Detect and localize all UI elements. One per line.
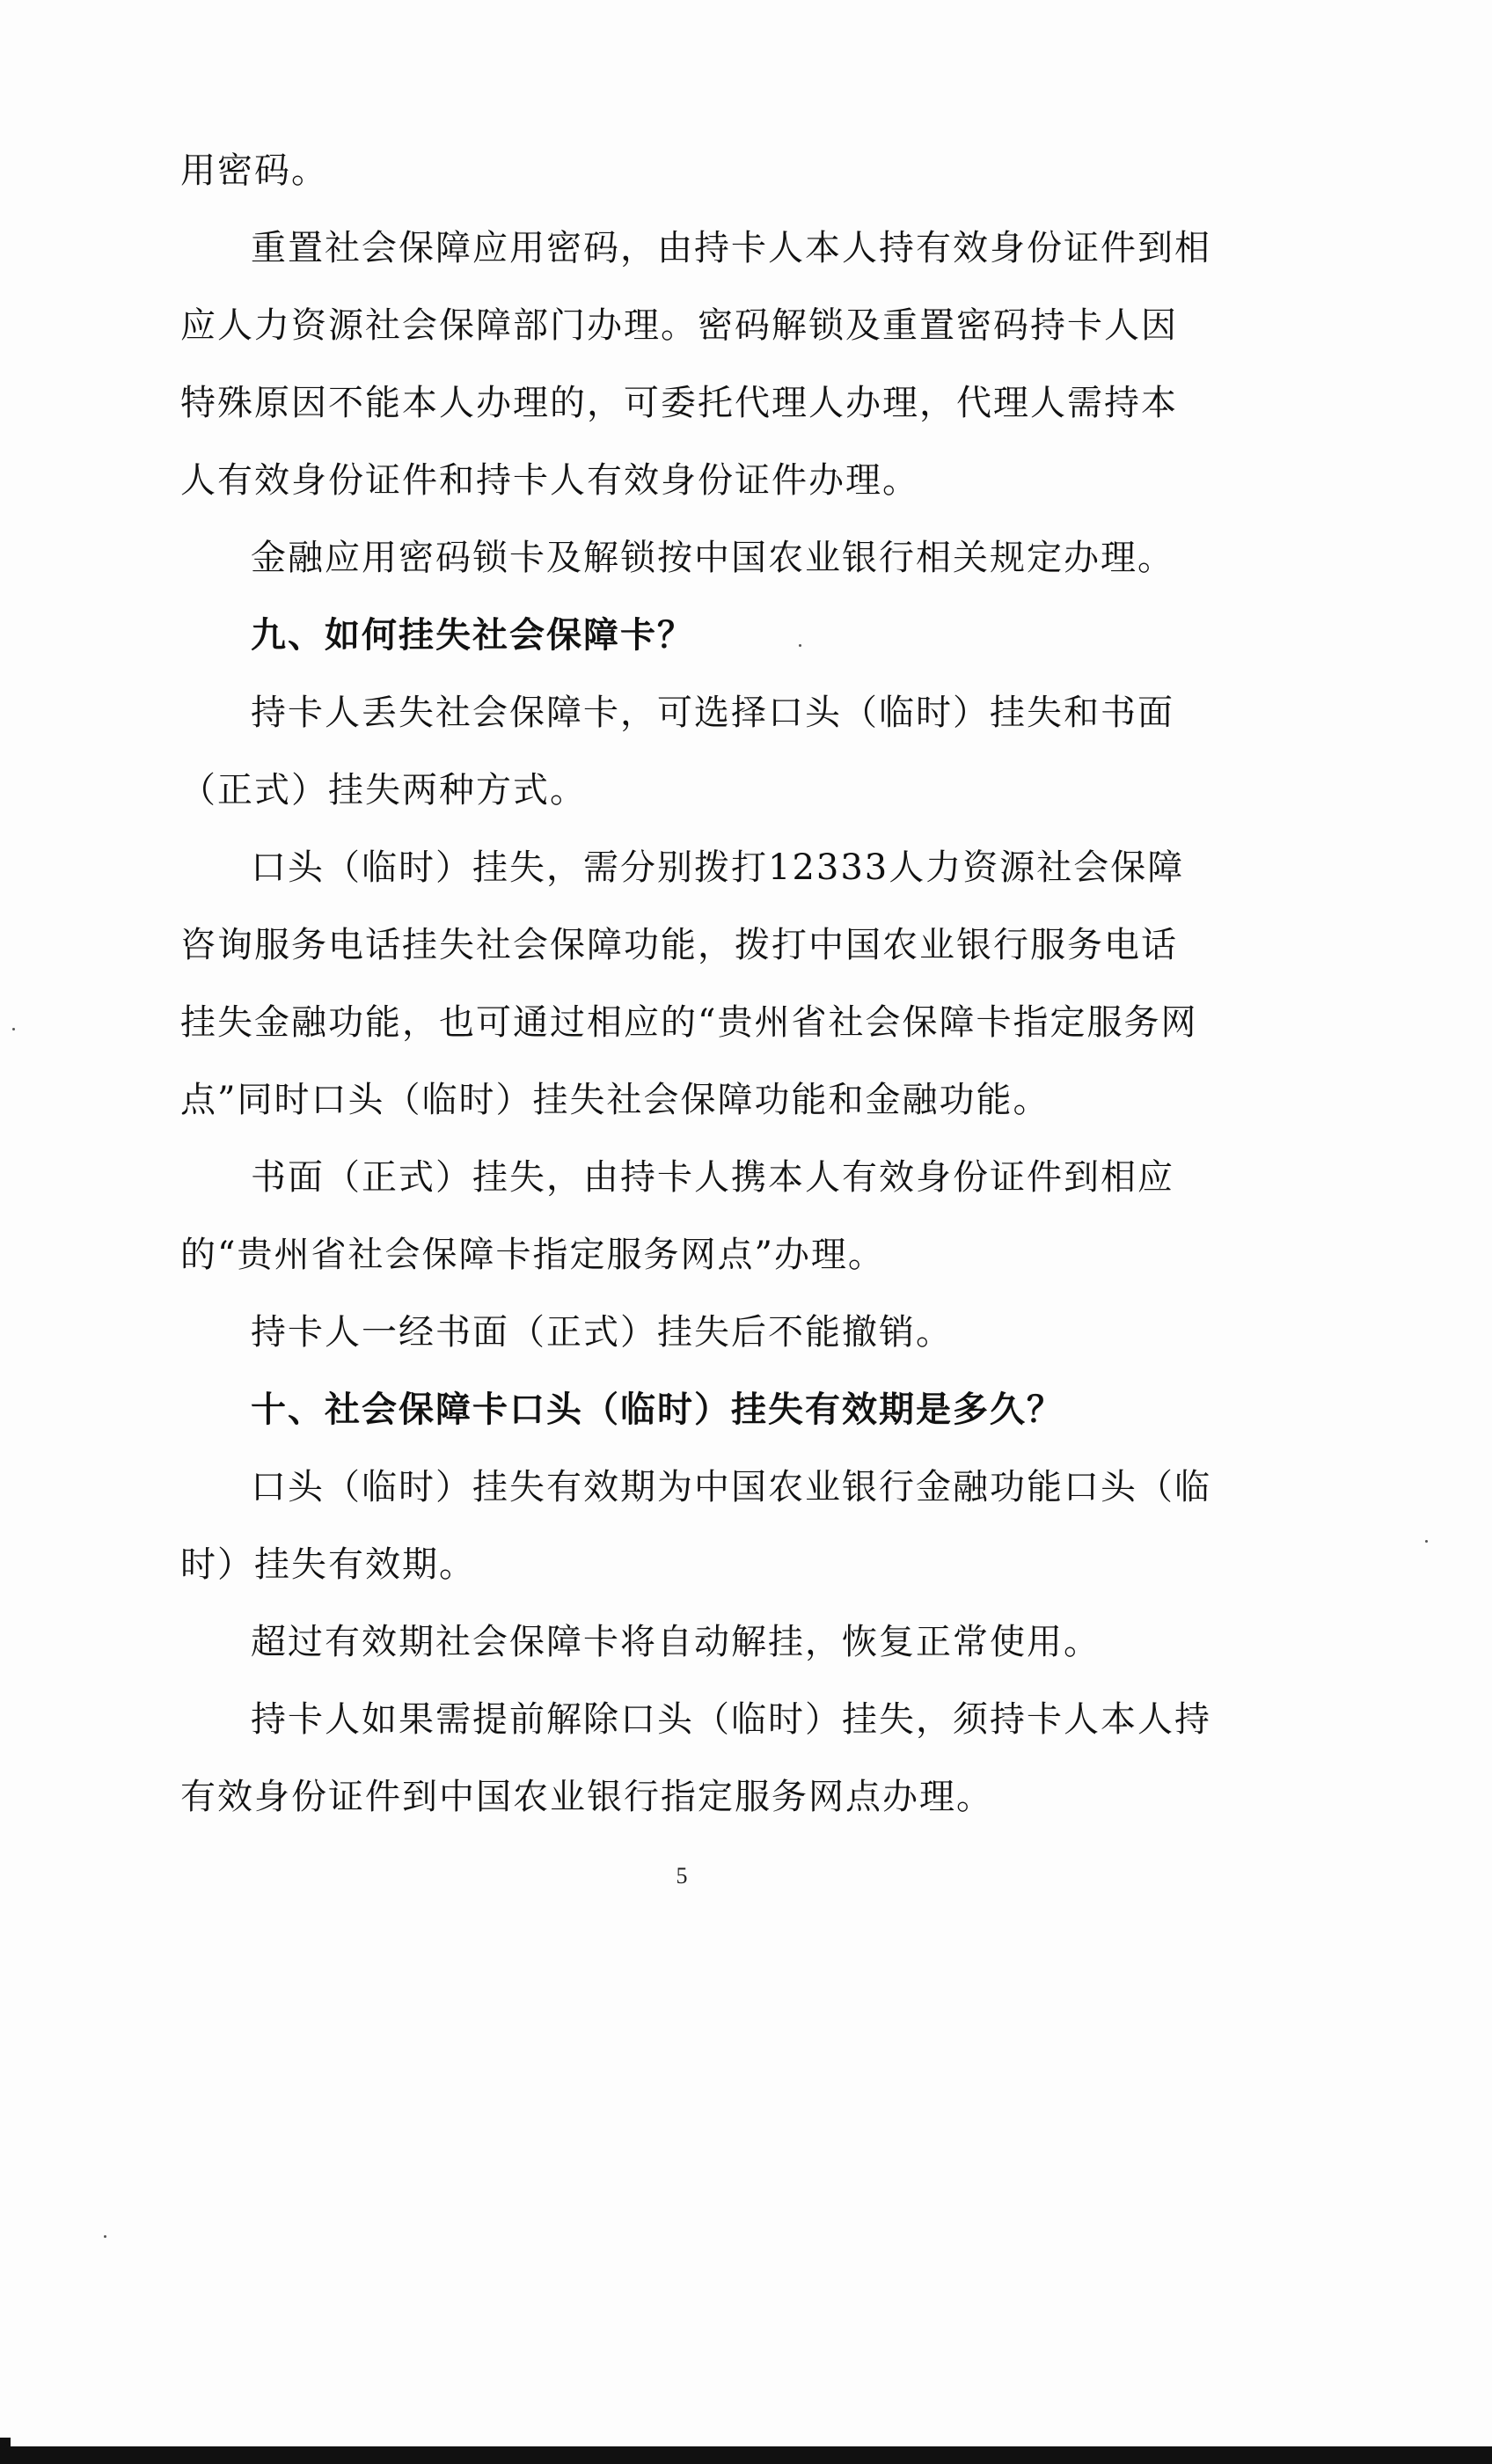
paragraph-report-loss-methods: 持卡人丢失社会保障卡，可选择口头（临时）挂失和书面（正式）挂失两种方式。 [180,693,1174,810]
paragraph-early-release: 持卡人如果需提前解除口头（临时）挂失，须持卡人本人持有效身份证件到中国农业银行指定服务网点办理。 [180,1699,1211,1817]
section-heading-9: 九、如何挂失社会保障卡？ [251,615,694,656]
scan-speck [104,2235,106,2238]
scan-speck [799,644,801,647]
paragraph-no-cancel: 持卡人一经书面（正式）挂失后不能撤销。 [251,1312,953,1353]
paragraph-validity-period: 口头（临时）挂失有效期为中国农业银行金融功能口头（临时）挂失有效期。 [180,1467,1211,1585]
section-heading-10: 十、社会保障卡口头（临时）挂失有效期是多久？ [251,1390,1064,1430]
paragraph-continued-password: 用密码。 [180,150,328,191]
scan-speck [1425,1540,1428,1543]
paragraph-written-report: 书面（正式）挂失，由持卡人携本人有效身份证件到相应的“贵州省社会保障卡指定服务网点”办理。 [180,1157,1174,1275]
paragraph-financial-password: 金融应用密码锁卡及解锁按中国农业银行相关规定办理。 [251,538,1174,578]
paragraph-reset-password: 重置社会保障应用密码，由持卡人本人持有效身份证件到相应人力资源社会保障部门办理。密码解锁及重置密码持卡人因特殊原因不能本人办理的，可委托代理人办理，代理人需持本人有效身份证件和持卡人有效身份证件办理。 [180,228,1211,501]
paragraph-verbal-report: 口头（临时）挂失，需分别拨打12333人力资源社会保障咨询服务电话挂失社会保障功能，拨打中国农业银行服务电话挂失金融功能，也可通过相应的“贵州省社会保障卡指定服务网点”同时口头（临时）挂失社会保障功能和金融功能。 [180,847,1198,1120]
scan-bottom-edge [0,2446,1492,2464]
scan-speck [12,1028,15,1030]
document-body [180,132,1214,1836]
scan-corner-edge [0,2438,11,2464]
paragraph-auto-release: 超过有效期社会保障卡将自动解挂，恢复正常使用。 [251,1622,1101,1662]
page-number: 5 [676,1863,688,1888]
